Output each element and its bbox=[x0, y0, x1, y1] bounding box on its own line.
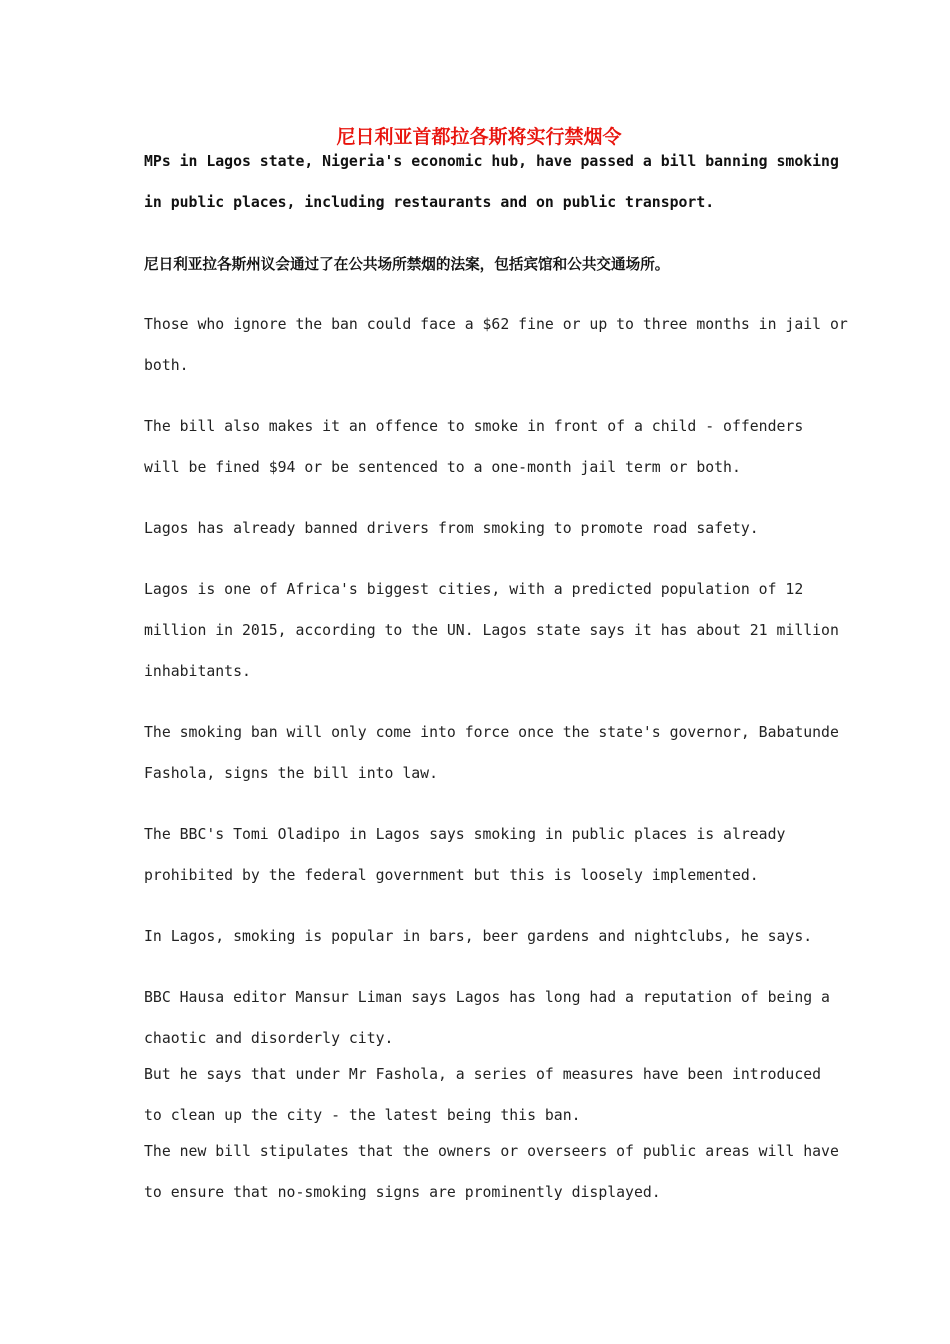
paragraph-line: BBC Hausa editor Mansur Liman says Lagos has long had a reputation of being a bbox=[144, 989, 830, 1006]
paragraph-line: Lagos has already banned drivers from smoking to promote road safety. bbox=[144, 520, 759, 537]
paragraph-line: Those who ignore the ban could face a $62 fine or up to three months in jail or bbox=[144, 316, 848, 333]
intro-paragraph-english bbox=[144, 151, 839, 233]
paragraph-line: to ensure that no-smoking signs are prominently displayed. bbox=[144, 1184, 661, 1201]
paragraph-child-offence bbox=[144, 416, 814, 498]
paragraph-line: Fashola, signs the bill into law. bbox=[144, 765, 438, 782]
paragraph-line: million in 2015, according to the UN. Lagos state says it has about 21 million bbox=[144, 622, 839, 639]
paragraph-line: inhabitants. bbox=[144, 663, 251, 680]
paragraph-line: The BBC's Tomi Oladipo in Lagos says smoking in public places is already bbox=[144, 826, 786, 843]
page-title: 尼日利亚首都拉各斯将实行禁烟令 bbox=[336, 126, 622, 148]
paragraph-reputation bbox=[144, 987, 830, 1069]
paragraph-line: prohibited by the federal government but this is loosely implemented. bbox=[144, 867, 759, 884]
paragraph-line: will be fined $94 or be sentenced to a one-month jail term or both. bbox=[144, 459, 741, 476]
paragraph-line: chaotic and disorderly city. bbox=[144, 1030, 394, 1047]
paragraph-line: Lagos is one of Africa's biggest cities, with a predicted population of 12 bbox=[144, 581, 804, 598]
paragraph-measures bbox=[144, 1064, 822, 1146]
paragraph-line: The bill also makes it an offence to smoke in front of a child - offenders bbox=[144, 418, 804, 435]
paragraph-signs bbox=[144, 1141, 839, 1223]
paragraph-population bbox=[144, 579, 839, 702]
paragraph-nightlife bbox=[144, 926, 814, 967]
paragraph-line: to clean up the city - the latest being this ban. bbox=[144, 1107, 581, 1124]
intro-paragraph-chinese bbox=[144, 254, 814, 295]
paragraph-line: 尼日利亚拉各斯州议会通过了在公共场所禁烟的法案，包括宾馆和公共交通场所。 bbox=[144, 256, 670, 273]
paragraph-line: in public places, including restaurants and on public transport. bbox=[144, 194, 715, 211]
paragraph-line: The smoking ban will only come into force once the state's governor, Babatunde bbox=[144, 724, 839, 741]
paragraph-line: both. bbox=[144, 357, 189, 374]
paragraph-fine bbox=[144, 314, 848, 396]
paragraph-governor bbox=[144, 722, 839, 804]
paragraph-drivers bbox=[144, 518, 814, 559]
paragraph-line: The new bill stipulates that the owners or overseers of public areas will have bbox=[144, 1143, 839, 1160]
paragraph-line: In Lagos, smoking is popular in bars, beer gardens and nightclubs, he says. bbox=[144, 928, 813, 945]
paragraph-federal bbox=[144, 824, 814, 906]
paragraph-line: But he says that under Mr Fashola, a series of measures have been introduced bbox=[144, 1066, 822, 1083]
paragraph-line: MPs in Lagos state, Nigeria's economic hub, have passed a bill banning smoking bbox=[144, 153, 839, 170]
